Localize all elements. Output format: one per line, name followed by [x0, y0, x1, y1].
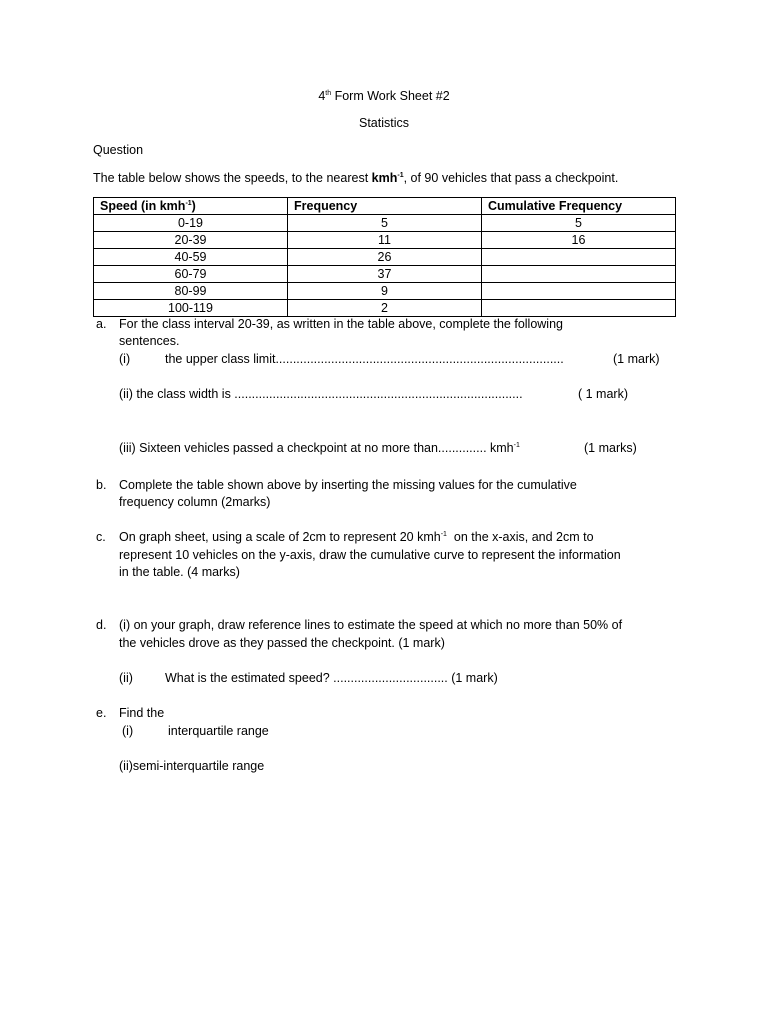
worksheet-title — [0, 88, 768, 105]
worksheet-title-rest: Form Work Sheet #2 — [331, 89, 450, 103]
question-label: Question — [93, 143, 144, 157]
question-a-ii-text: (ii) the class width is ................................................................................... — [119, 387, 523, 401]
question-a-i-text: the upper class limit................................................................................... — [165, 352, 564, 366]
question-b-line1: Complete the table shown above by inserting the missing values for the cumulative — [119, 478, 577, 492]
frequency-cell: 37 — [288, 266, 482, 283]
speed-cell: 60-79 — [94, 266, 288, 283]
cumulative-cell: 16 — [482, 232, 676, 249]
intro-before: The table below shows the speeds, to the nearest — [93, 171, 372, 185]
question-e-i-text: interquartile range — [168, 724, 269, 738]
intro-unit: kmh — [371, 171, 398, 185]
cumulative-cell[interactable] — [482, 266, 676, 283]
cumulative-cell[interactable] — [482, 249, 676, 266]
question-e-line1: Find the — [119, 706, 165, 720]
question-d-label: d. — [96, 618, 107, 632]
table-row — [94, 300, 676, 317]
question-a-line2: sentences. — [119, 334, 180, 348]
speed-cell: 0-19 — [94, 215, 288, 232]
question-d-line1: (i) on your graph, draw reference lines to estimate the speed at which no more than 50% of — [119, 618, 623, 632]
question-d-line2: the vehicles drove as they passed the checkpoint. (1 mark) — [119, 636, 445, 650]
form-suffix: th — [325, 90, 332, 97]
question-a-iii-main: (iii) Sixteen vehicles passed a checkpoint at no more than.............. kmh — [119, 441, 514, 455]
cumulative-cell[interactable] — [482, 283, 676, 300]
question-c-label: c. — [96, 530, 106, 544]
question-d-ii-label: (ii) — [119, 671, 133, 685]
frequency-cell: 5 — [288, 215, 482, 232]
table-header-row — [94, 198, 676, 215]
form-number: 4 — [318, 89, 326, 103]
question-a-ii-mark: ( 1 mark) — [578, 387, 628, 401]
question-a-iii-mark: (1 marks) — [584, 441, 637, 455]
table-row — [94, 232, 676, 249]
question-e-ii-text: (ii)semi-interquartile range — [119, 759, 265, 773]
frequency-column-header: Frequency — [288, 198, 482, 215]
intro-text — [93, 170, 693, 187]
question-c-line1-after: on the x-axis, and 2cm to — [446, 530, 594, 544]
question-a-i-label: (i) — [119, 352, 131, 366]
speed-column-header — [94, 198, 288, 215]
question-b-line2: frequency column (2marks) — [119, 495, 271, 509]
speed-cell: 40-59 — [94, 249, 288, 266]
frequency-cell: 9 — [288, 283, 482, 300]
speed-header-sup: -1 — [185, 200, 192, 207]
question-a-line1: For the class interval 20-39, as written in the table above, complete the following — [119, 317, 563, 331]
question-c-line1-sup: -1 — [440, 531, 447, 538]
cumulative-cell: 5 — [482, 215, 676, 232]
speed-header-text: Speed (in kmh — [100, 199, 186, 213]
speed-cell: 100-119 — [94, 300, 288, 317]
question-b-label: b. — [96, 478, 107, 492]
frequency-cell: 11 — [288, 232, 482, 249]
question-a-iii-text — [119, 440, 520, 457]
question-c-line3: in the table. (4 marks) — [119, 565, 240, 579]
question-e-label: e. — [96, 706, 107, 720]
table-row — [94, 215, 676, 232]
speed-cell: 80-99 — [94, 283, 288, 300]
cumulative-column-header: Cumulative Frequency — [482, 198, 676, 215]
speed-cell: 20-39 — [94, 232, 288, 249]
frequency-cell: 26 — [288, 249, 482, 266]
frequency-cell: 2 — [288, 300, 482, 317]
table-row — [94, 249, 676, 266]
table-row — [94, 283, 676, 300]
question-e-i-label: (i) — [122, 724, 134, 738]
question-d-ii-text: What is the estimated speed? ................................. (1 mark) — [165, 671, 498, 685]
question-a-iii-sup: -1 — [513, 442, 520, 449]
question-a-label: a. — [96, 317, 107, 331]
speed-frequency-table — [93, 197, 676, 317]
question-c-line1 — [119, 529, 679, 546]
subject-title: Statistics — [358, 116, 409, 130]
cumulative-cell[interactable] — [482, 300, 676, 317]
intro-unit-sup: -1 — [397, 172, 404, 179]
question-c-line1-before: On graph sheet, using a scale of 2cm to represent 20 kmh — [119, 530, 441, 544]
question-a-i-mark: (1 mark) — [613, 352, 660, 366]
table-row — [94, 266, 676, 283]
question-c-line2: represent 10 vehicles on the y-axis, draw the cumulative curve to represent the information — [119, 548, 621, 562]
speed-header-close: ) — [191, 199, 196, 213]
intro-after: , of 90 vehicles that pass a checkpoint. — [403, 171, 619, 185]
